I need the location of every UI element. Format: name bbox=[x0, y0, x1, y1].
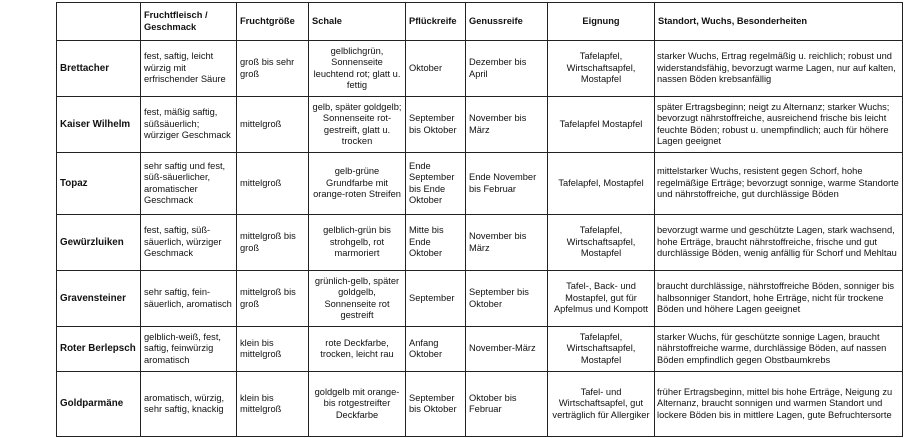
cell-pflueckreife: September bbox=[406, 271, 466, 327]
cell-standort: bevorzugt warme und geschützte Lagen, stark wachsend, hohe Erträge, braucht nährstoffreiche, frische und gut durchlässige Böden, wenig anfällig für Schorf und Mehltau bbox=[655, 215, 903, 271]
cell-fruchtfleisch: aromatisch, würzig, sehr saftig, knackig bbox=[141, 372, 237, 437]
header-variety bbox=[57, 3, 141, 41]
cell-fruchtfleisch: fest, mäßig saftig, süßsäuerlich; würziger Geschmack bbox=[141, 97, 237, 153]
cell-genussreife: November-März bbox=[466, 327, 548, 372]
cell-schale: grünlich-gelb, später goldgelb, Sonnenseite rot gestreift bbox=[309, 271, 406, 327]
table-row bbox=[57, 41, 903, 97]
cell-eignung: Tafelapfel, Mostapfel bbox=[548, 153, 655, 215]
cell-genussreife: November bis März bbox=[466, 97, 548, 153]
cell-eignung: Tafel-, Back- und Mostapfel, gut für Apfelmus und Kompott bbox=[548, 271, 655, 327]
variety-name: Kaiser Wilhelm bbox=[57, 97, 141, 153]
cell-standort: braucht durchlässige, nährstoffreiche Böden, sonniger bis halbsonniger Standort, hohe Erträge, nicht für trockene Böden und höhere Lagen geeignet bbox=[655, 271, 903, 327]
cell-fruchtgroesse: mittelgroß bbox=[237, 97, 309, 153]
cell-schale: goldgelb mit orange- bis rotgestreifter Deckfarbe bbox=[309, 372, 406, 437]
variety-name: Gewürzluiken bbox=[57, 215, 141, 271]
cell-fruchtgroesse: klein bis mittelgroß bbox=[237, 372, 309, 437]
cell-eignung: Tafelapfel, Wirtschaftsapfel, Mostapfel bbox=[548, 327, 655, 372]
cell-fruchtfleisch: fest, saftig, süß-säuerlich, würziger Geschmack bbox=[141, 215, 237, 271]
cell-fruchtgroesse: groß bis sehr groß bbox=[237, 41, 309, 97]
cell-standort: starker Wuchs, Ertrag regelmäßig u. reichlich; robust und widerstandsfähig, bevorzugt warme Lagen, nur auf kalten, nassen Böden krebsanfällig bbox=[655, 41, 903, 97]
header-eignung: Eignung bbox=[548, 3, 655, 41]
cell-pflueckreife: Anfang Oktober bbox=[406, 327, 466, 372]
cell-genussreife: November bis März bbox=[466, 215, 548, 271]
header-fruchtgroesse: Fruchtgröße bbox=[237, 3, 309, 41]
cell-pflueckreife: September bis Oktober bbox=[406, 97, 466, 153]
header-schale: Schale bbox=[309, 3, 406, 41]
cell-eignung: Tafelapfel, Wirtschaftsapfel, Mostapfel bbox=[548, 41, 655, 97]
table-row bbox=[57, 215, 903, 271]
header-row bbox=[57, 3, 903, 41]
cell-genussreife: Oktober bis Februar bbox=[466, 372, 548, 437]
variety-name: Gravensteiner bbox=[57, 271, 141, 327]
cell-genussreife: September bis Oktober bbox=[466, 271, 548, 327]
cell-standort: früher Ertragsbeginn, mittel bis hohe Erträge, Neigung zu Alternanz, braucht sonnigen und warmen Standort und lockere Böden bis in mittlere Lagen, gute Befruchtersorte bbox=[655, 372, 903, 437]
cell-schale: gelblichgrün, Sonnenseite leuchtend rot; glatt u. fettig bbox=[309, 41, 406, 97]
apple-varieties-table bbox=[56, 2, 903, 437]
cell-schale: gelb, später goldgelb; Sonnenseite rot-gestreift, glatt u. trocken bbox=[309, 97, 406, 153]
cell-fruchtgroesse: klein bis mittelgroß bbox=[237, 327, 309, 372]
variety-name: Brettacher bbox=[57, 41, 141, 97]
variety-name: Roter Berlepsch bbox=[57, 327, 141, 372]
variety-name: Goldparmäne bbox=[57, 372, 141, 437]
cell-genussreife: Ende November bis Februar bbox=[466, 153, 548, 215]
table-row bbox=[57, 271, 903, 327]
cell-pflueckreife: Oktober bbox=[406, 41, 466, 97]
cell-fruchtfleisch: fest, saftig, leicht würzig mit erfrischender Säure bbox=[141, 41, 237, 97]
header-standort: Standort, Wuchs, Besonderheiten bbox=[655, 3, 903, 41]
cell-fruchtgroesse: mittelgroß bis groß bbox=[237, 271, 309, 327]
table-row bbox=[57, 153, 903, 215]
variety-name: Topaz bbox=[57, 153, 141, 215]
header-pflueckreife: Pflückreife bbox=[406, 3, 466, 41]
cell-standort: mittelstarker Wuchs, resistent gegen Schorf, hohe regelmäßige Erträge; bevorzugt sonnige, warme Standorte und nährstoffreiche, gut durchlässige Böden bbox=[655, 153, 903, 215]
cell-schale: rote Deckfarbe, trocken, leicht rau bbox=[309, 327, 406, 372]
cell-genussreife: Dezember bis April bbox=[466, 41, 548, 97]
cell-eignung: Tafelapfel, Wirtschaftsapfel, Mostapfel bbox=[548, 215, 655, 271]
cell-schale: gelb-grüne Grundfarbe mit orange-roten Streifen bbox=[309, 153, 406, 215]
cell-pflueckreife: September bis Oktober bbox=[406, 372, 466, 437]
cell-standort: später Ertragsbeginn; neigt zu Alternanz; starker Wuchs; bevorzugt nährstoffreiche, ausreichend frische bis leicht feuchte Böden; robust u. unempfindlich; auch für höhere Lagen geeignet bbox=[655, 97, 903, 153]
table-row bbox=[57, 97, 903, 153]
cell-fruchtfleisch: gelblich-weiß, fest, saftig, feinwürzig aromatisch bbox=[141, 327, 237, 372]
cell-schale: gelblich-grün bis strohgelb, rot marmoriert bbox=[309, 215, 406, 271]
cell-fruchtgroesse: mittelgroß bis groß bbox=[237, 215, 309, 271]
cell-fruchtgroesse: mittelgroß bbox=[237, 153, 309, 215]
cell-standort: starker Wuchs, für geschützte sonnige Lagen, braucht nährstoffreiche warme, durchlässige Böden, auf nassen Böden empfindlich gegen Obstbaumkrebs bbox=[655, 327, 903, 372]
cell-pflueckreife: Ende September bis Ende Oktober bbox=[406, 153, 466, 215]
header-fruchtfleisch: Fruchtfleisch / Geschmack bbox=[141, 3, 237, 41]
header-genussreife: Genussreife bbox=[466, 3, 548, 41]
cell-fruchtfleisch: sehr saftig und fest, süß-säuerlicher, aromatischer Geschmack bbox=[141, 153, 237, 215]
table-row bbox=[57, 372, 903, 437]
table-row bbox=[57, 327, 903, 372]
cell-eignung: Tafel- und Wirtschaftsapfel, gut verträglich für Allergiker bbox=[548, 372, 655, 437]
cell-eignung: Tafelapfel Mostapfel bbox=[548, 97, 655, 153]
cell-pflueckreife: Mitte bis Ende Oktober bbox=[406, 215, 466, 271]
cell-fruchtfleisch: sehr saftig, fein-säuerlich, aromatisch bbox=[141, 271, 237, 327]
